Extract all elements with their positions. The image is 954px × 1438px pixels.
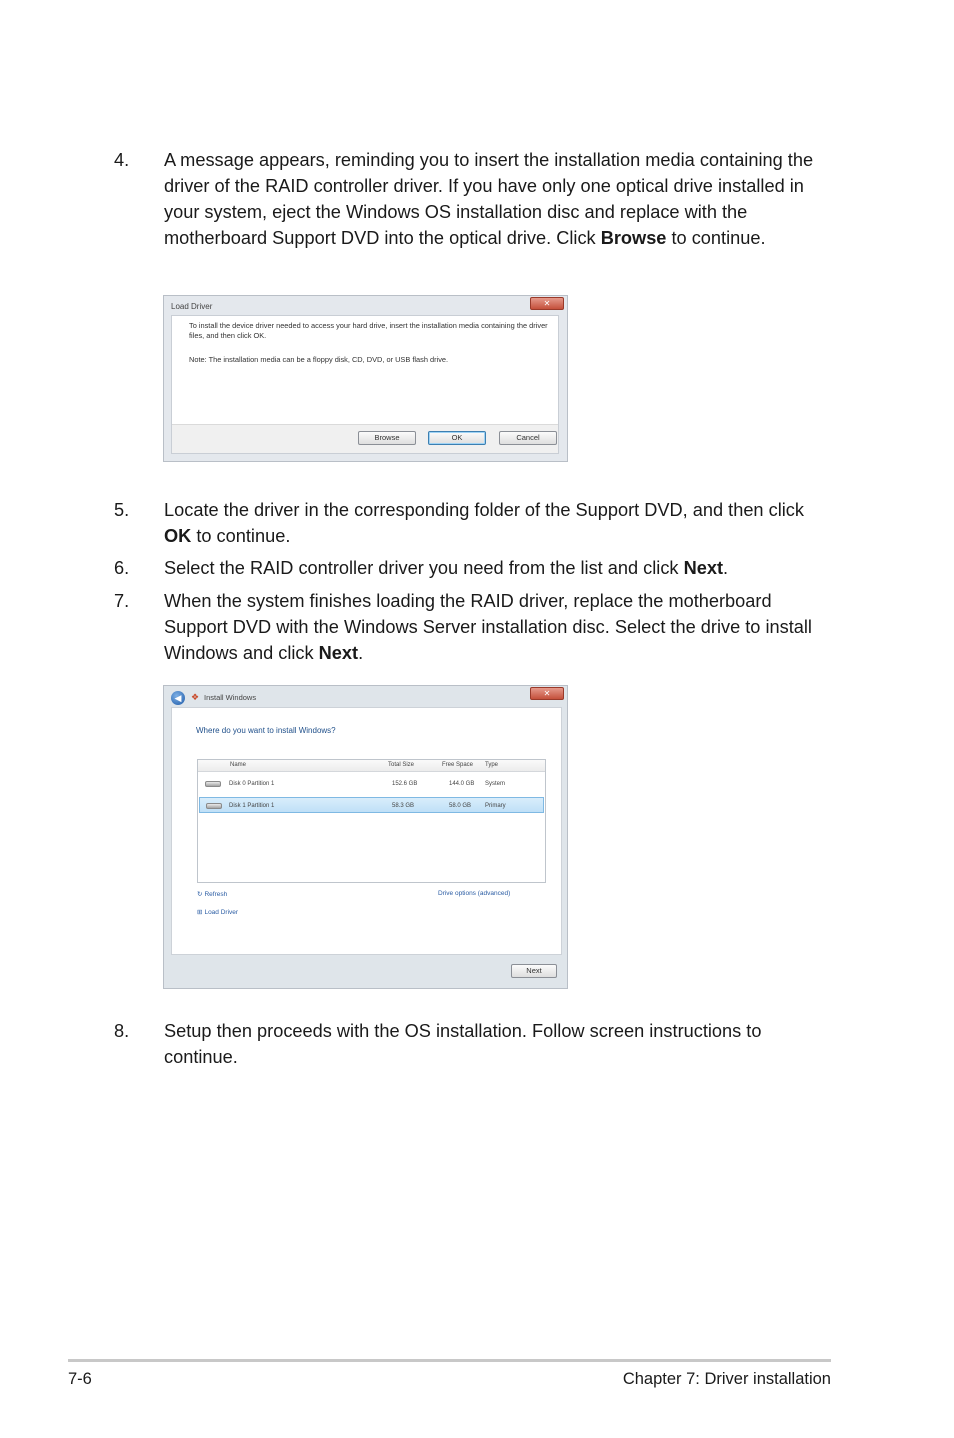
step-6 bbox=[114, 555, 834, 581]
step-text: Select the RAID controller driver you need from the list and click Next. bbox=[164, 558, 729, 578]
step-number: 7. bbox=[114, 591, 130, 611]
load-driver-icon: ⊞ bbox=[197, 909, 203, 916]
partition-name: Disk 1 Partition 1 bbox=[229, 803, 275, 809]
ok-keyword: OK bbox=[164, 526, 192, 546]
page-number: 7-6 bbox=[68, 1370, 92, 1388]
step-number: 5. bbox=[114, 500, 130, 520]
drive-options-link[interactable]: Drive options (advanced) bbox=[438, 890, 511, 897]
install-windows-dialog bbox=[163, 685, 568, 989]
step-8 bbox=[114, 1018, 834, 1070]
disk-icon bbox=[205, 781, 221, 787]
dialog-title: Load Driver bbox=[171, 302, 213, 311]
step-number: 6. bbox=[114, 558, 130, 578]
load-driver-link[interactable]: ⊞ Load Driver bbox=[197, 909, 239, 916]
partition-total: 152.6 GB bbox=[392, 781, 418, 787]
partition-total: 58.3 GB bbox=[392, 803, 415, 809]
load-driver-dialog bbox=[163, 295, 568, 462]
browse-button[interactable]: Browse bbox=[358, 431, 416, 445]
close-button[interactable] bbox=[530, 297, 564, 310]
partition-free: 144.0 GB bbox=[449, 781, 475, 787]
table-row[interactable] bbox=[199, 776, 544, 792]
windows-logo-icon: ❖ bbox=[191, 692, 200, 702]
partition-list bbox=[197, 759, 546, 883]
refresh-link[interactable]: ↻ Refresh bbox=[197, 891, 228, 898]
back-arrow-icon[interactable]: ◀ bbox=[171, 691, 185, 705]
next-keyword: Next bbox=[683, 558, 723, 578]
step-text: Locate the driver in the corresponding folder of the Support DVD, and then click OK to continue. bbox=[164, 500, 804, 546]
step-text: When the system finishes loading the RAID driver, replace the motherboard Support DVD with the Windows Server installation disc. Select the drive to install Windows and click Next. bbox=[164, 591, 812, 663]
partition-type: Primary bbox=[485, 803, 506, 809]
chapter-title: Chapter 7: Driver installation bbox=[622, 1370, 831, 1388]
dialog-content bbox=[171, 315, 559, 454]
column-name[interactable]: Name bbox=[230, 762, 247, 768]
step-7 bbox=[114, 588, 834, 666]
dialog-message: To install the device driver needed to access your hard drive, insert the installation media containing the driver files, and then click OK. bbox=[189, 321, 548, 340]
column-total-size[interactable]: Total Size bbox=[388, 762, 415, 768]
dialog-title: Install Windows bbox=[204, 693, 257, 702]
partition-name: Disk 0 Partition 1 bbox=[229, 781, 275, 787]
step-number: 8. bbox=[114, 1021, 130, 1041]
disk-icon bbox=[206, 803, 222, 809]
ok-button[interactable]: OK bbox=[428, 431, 486, 445]
step-text: Setup then proceeds with the OS installation. Follow screen instructions to continue. bbox=[164, 1021, 762, 1067]
close-icon: ✕ bbox=[543, 299, 551, 308]
step-5 bbox=[114, 497, 834, 549]
column-free-space[interactable]: Free Space bbox=[442, 762, 474, 768]
close-button[interactable] bbox=[530, 687, 564, 700]
cancel-button[interactable]: Cancel bbox=[499, 431, 557, 445]
browse-keyword: Browse bbox=[600, 228, 667, 248]
dialog-note: Note: The installation media can be a floppy disk, CD, DVD, or USB flash drive. bbox=[189, 355, 449, 364]
column-type[interactable]: Type bbox=[485, 762, 499, 768]
table-row-selected[interactable] bbox=[199, 797, 544, 813]
step-4 bbox=[114, 147, 834, 251]
next-keyword: Next bbox=[318, 643, 359, 663]
partition-type: System bbox=[485, 781, 506, 787]
install-question: Where do you want to install Windows? bbox=[196, 726, 336, 735]
next-button[interactable]: Next bbox=[511, 964, 557, 978]
footer-divider bbox=[68, 1359, 831, 1362]
refresh-icon: ↻ bbox=[197, 891, 203, 898]
dialog-button-bar bbox=[172, 424, 558, 453]
step-text: A message appears, reminding you to insert the installation media containing the driver of the RAID controller driver. If you have only one optical drive installed in your system, eject the Windows OS installation disc and replace with the motherboard Support DVD into the optical drive. Click Browse to continue. bbox=[164, 150, 814, 248]
dialog-content bbox=[171, 707, 562, 955]
close-icon: ✕ bbox=[543, 689, 551, 698]
partition-free: 58.0 GB bbox=[449, 803, 472, 809]
step-number: 4. bbox=[114, 150, 130, 170]
partition-list-header bbox=[198, 760, 545, 772]
